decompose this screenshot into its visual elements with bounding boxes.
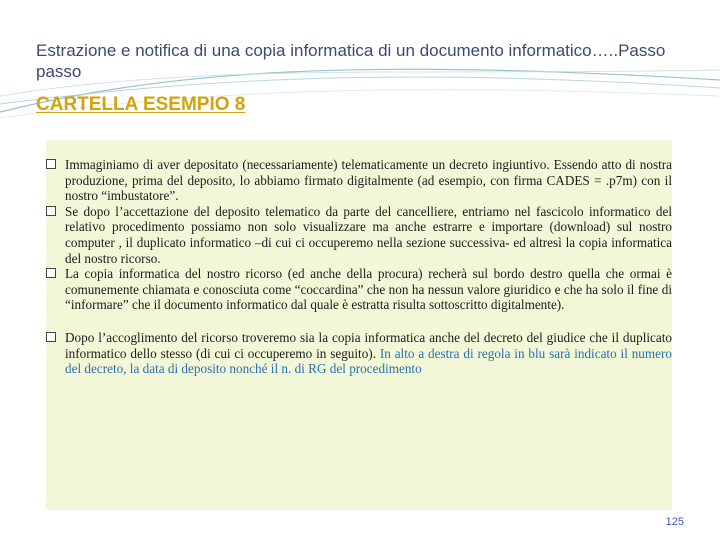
bullet-note: In alto a destra di regola in blu sarà indicato il numero del decreto, la data di deposito nonché il n. di RG del procedimento [65,345,672,377]
bullet-item [65,204,672,266]
checkbox-bullet-icon [46,268,56,278]
page-number: 125 [665,516,684,528]
bullet-item [65,330,672,377]
bullet-item [65,266,672,313]
checkbox-bullet-icon [46,159,56,169]
bullet-list [46,140,672,377]
checkbox-bullet-icon [46,332,56,342]
slide-title: Estrazione e notifica di una copia informatica di un documento informatico…..Passo passo [36,41,666,81]
checkbox-bullet-icon [46,206,56,216]
bullet-text: Immaginiamo di aver depositato (necessariamente) telematicamente un decreto ingiuntivo. Essendo atto di nostra produzione, prima del deposito, lo abbiamo firmato digitalmente (ad esempio, con firma CADES = .p7m) con il nostro “imbustatore”. [65,157,672,204]
bullet-item [65,157,672,204]
bullet-text: Se dopo l’accettazione del deposito telematico da parte del cancelliere, entriamo nel fascicolo informatico del relativo procedimento possiamo non solo visualizzare ma anche estrarre e importare (download) sul nostro computer , il duplicato informatico –di cui ci occuperemo nella sezione successiva- ed altresì la copia informatica del nostro ricorso. [65,203,672,266]
content-box [46,140,672,510]
title-area [0,0,720,132]
bullet-text: La copia informatica del nostro ricorso (ed anche della procura) recherà sul bordo destro quella che ormai è comunemente chiamata e conosciuta come “coccardina” che non ha nessun valore giuridico e che ha solo il fine di “informare” che il documento informatico dal quale è estratta risulta sottoscritto digitalmente). [65,266,672,313]
bullet-text: Dopo l’accoglimento del ricorso troveremo sia la copia informatica anche del decreto del giudice che il duplicato informatico dello stesso (di cui ci occuperemo in seguito). [65,329,672,361]
slide-subtitle: CARTELLA ESEMPIO 8 [36,94,246,115]
